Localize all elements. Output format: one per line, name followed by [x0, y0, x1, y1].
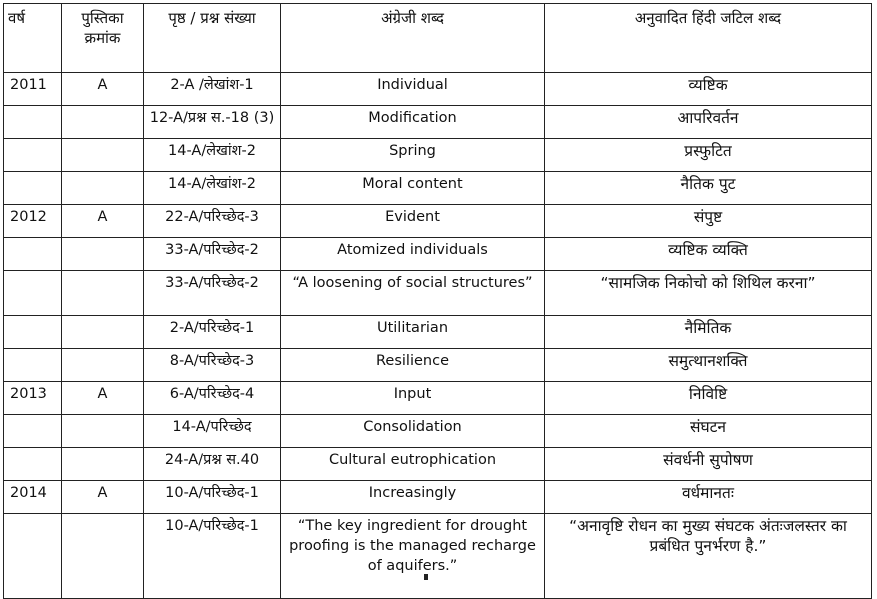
table-row — [4, 481, 872, 514]
cell-booklet — [62, 238, 144, 271]
cell-booklet — [62, 415, 144, 448]
table-row — [4, 316, 872, 349]
cell-hindi: “अनावृष्टि रोधन का मुख्य संघटक अंतःजलस्तर का प्रबंधित पुनर्भरण है.” — [545, 514, 872, 599]
cell-hindi: व्यष्टिक व्यक्ति — [545, 238, 872, 271]
cell-year: 2013 — [4, 382, 62, 415]
cell-year — [4, 415, 62, 448]
cell-hindi: संवर्धनी सुपोषण — [545, 448, 872, 481]
cell-booklet — [62, 172, 144, 205]
cell-english: “A loosening of social structures” — [281, 271, 545, 316]
table-row — [4, 271, 872, 316]
cell-page: 8-A/परिच्छेद-3 — [144, 349, 281, 382]
cell-hindi: आपरिवर्तन — [545, 106, 872, 139]
cell-page: 33-A/परिच्छेद-2 — [144, 238, 281, 271]
cell-booklet: A — [62, 73, 144, 106]
cell-year — [4, 139, 62, 172]
table-row — [4, 106, 872, 139]
cell-page: 14-A/लेखांश-2 — [144, 139, 281, 172]
table-row — [4, 415, 872, 448]
cell-booklet — [62, 349, 144, 382]
cell-page: 24-A/प्रश्न स.40 — [144, 448, 281, 481]
table-row — [4, 139, 872, 172]
header-english-word: अंग्रेजी शब्द — [281, 4, 545, 73]
cell-hindi: संपुष्ट — [545, 205, 872, 238]
header-hindi-word: अनुवादित हिंदी जटिल शब्द — [545, 4, 872, 73]
cell-year — [4, 448, 62, 481]
cell-english: Consolidation — [281, 415, 545, 448]
cell-year — [4, 238, 62, 271]
cell-year — [4, 514, 62, 599]
cell-hindi: “सामजिक निकोचो को शिथिल करना” — [545, 271, 872, 316]
cell-english: Evident — [281, 205, 545, 238]
cell-year: 2012 — [4, 205, 62, 238]
cell-year — [4, 106, 62, 139]
cell-page: 6-A/परिच्छेद-4 — [144, 382, 281, 415]
cell-booklet — [62, 271, 144, 316]
cell-page: 14-A/परिच्छेद — [144, 415, 281, 448]
header-year: वर्ष — [4, 4, 62, 73]
cell-hindi: व्यष्टिक — [545, 73, 872, 106]
cell-booklet — [62, 139, 144, 172]
cell-year — [4, 316, 62, 349]
table-row — [4, 172, 872, 205]
header-row — [4, 4, 872, 73]
cell-page: 2-A/परिच्छेद-1 — [144, 316, 281, 349]
cell-hindi: निविष्टि — [545, 382, 872, 415]
cell-hindi: समुत्थानशक्ति — [545, 349, 872, 382]
table-row — [4, 349, 872, 382]
cell-hindi: नैमितिक — [545, 316, 872, 349]
table-row — [4, 382, 872, 415]
cell-page: 10-A/परिच्छेद-1 — [144, 481, 281, 514]
page-edge-mark — [424, 574, 428, 580]
cell-english: Modification — [281, 106, 545, 139]
cell-english: Input — [281, 382, 545, 415]
header-booklet: पुस्तिका क्रमांक — [62, 4, 144, 73]
cell-hindi: वर्धमानतः — [545, 481, 872, 514]
cell-page: 10-A/परिच्छेद-1 — [144, 514, 281, 599]
cell-year: 2011 — [4, 73, 62, 106]
cell-english: Cultural eutrophication — [281, 448, 545, 481]
cell-english: Individual — [281, 73, 545, 106]
table-row — [4, 238, 872, 271]
cell-hindi: नैतिक पुट — [545, 172, 872, 205]
cell-english: Moral content — [281, 172, 545, 205]
table-row — [4, 514, 872, 599]
cell-booklet: A — [62, 205, 144, 238]
cell-english: Atomized individuals — [281, 238, 545, 271]
translation-table — [3, 3, 872, 599]
cell-page: 22-A/परिच्छेद-3 — [144, 205, 281, 238]
cell-year: 2014 — [4, 481, 62, 514]
cell-hindi: प्रस्फुटित — [545, 139, 872, 172]
header-page-question: पृष्ठ / प्रश्न संख्या — [144, 4, 281, 73]
cell-english: Utilitarian — [281, 316, 545, 349]
cell-english: Resilience — [281, 349, 545, 382]
cell-booklet — [62, 106, 144, 139]
cell-english: Spring — [281, 139, 545, 172]
cell-booklet: A — [62, 481, 144, 514]
cell-page: 12-A/प्रश्न स.-18 (3) — [144, 106, 281, 139]
cell-booklet — [62, 514, 144, 599]
cell-year — [4, 172, 62, 205]
cell-english: “The key ingredient for drought proofing is the managed recharge of aquifers.” — [281, 514, 545, 599]
cell-year — [4, 349, 62, 382]
cell-booklet — [62, 316, 144, 349]
cell-hindi: संघटन — [545, 415, 872, 448]
cell-page: 14-A/लेखांश-2 — [144, 172, 281, 205]
table-row — [4, 73, 872, 106]
cell-booklet: A — [62, 382, 144, 415]
cell-english: Increasingly — [281, 481, 545, 514]
cell-booklet — [62, 448, 144, 481]
cell-page: 33-A/परिच्छेद-2 — [144, 271, 281, 316]
cell-year — [4, 271, 62, 316]
cell-page: 2-A /लेखांश-1 — [144, 73, 281, 106]
table-row — [4, 448, 872, 481]
table-row — [4, 205, 872, 238]
